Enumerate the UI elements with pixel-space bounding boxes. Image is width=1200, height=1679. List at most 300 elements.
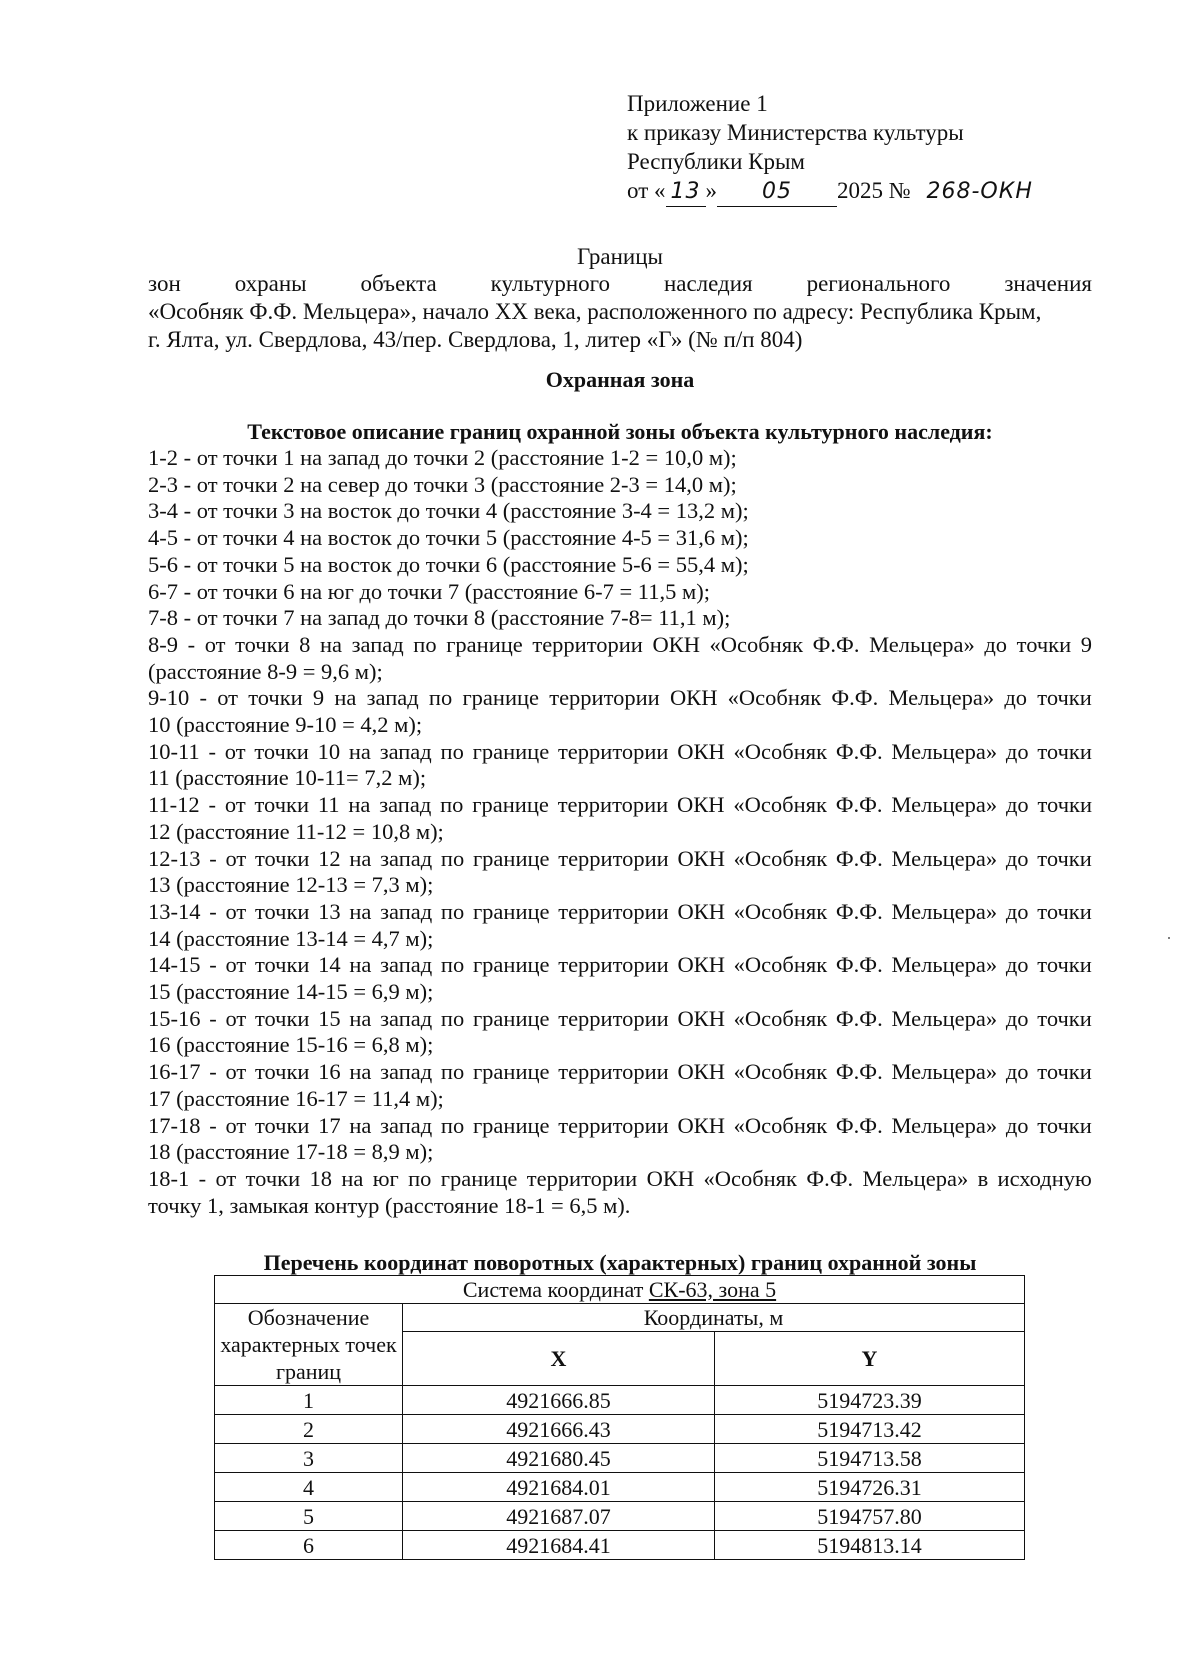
description-word: «Особняк: [733, 952, 828, 978]
description-word: «Особняк: [703, 1165, 797, 1191]
description-word: точки: [1037, 685, 1092, 711]
description-word: точки: [1037, 898, 1092, 924]
description-word: точки: [254, 1059, 310, 1085]
description-word: Ф.Ф.: [835, 1005, 883, 1031]
description-word: от: [225, 1112, 247, 1138]
description-word: -: [209, 1005, 217, 1031]
description-text: 17 (расстояние 16-17 = 11,4 м);: [148, 1085, 444, 1111]
x-header: X: [403, 1332, 715, 1386]
description-text: 4-5 - от точки 4 на восток до точки 5 (расстояние 4-5 = 31,6 м);: [148, 525, 749, 551]
title-word: зон: [148, 271, 181, 296]
description-word: точки: [254, 738, 309, 764]
description-word: 11-12: [148, 792, 200, 818]
title-word: значения: [1004, 271, 1092, 296]
description-line: [148, 792, 1092, 819]
description-word: «Особняк: [733, 1059, 828, 1085]
appendix-line-1: Приложение 1: [627, 91, 768, 116]
description-word: точки: [1037, 1005, 1092, 1031]
description-word: точки: [1037, 792, 1092, 818]
description-word: «Особняк: [733, 898, 828, 924]
description-word: Ф.Ф.: [835, 898, 883, 924]
cell-point: 4: [215, 1473, 403, 1502]
description-word: от: [217, 685, 238, 711]
description-word: -: [209, 1059, 217, 1085]
description-word: точки: [254, 898, 310, 924]
description-word: Мельцера»: [869, 631, 975, 657]
description-word: Мельцера»: [891, 1059, 998, 1085]
description-word: 18: [309, 1165, 332, 1191]
description-word: Ф.Ф.: [835, 1112, 883, 1138]
description-word: на: [349, 952, 372, 978]
description-word: ОКН: [677, 845, 725, 871]
description-word: границе: [472, 898, 550, 924]
description-line: [148, 952, 1092, 979]
description-word: на: [348, 738, 371, 764]
description-word: от: [225, 1059, 247, 1085]
description-word: точки: [254, 792, 309, 818]
description-item: [148, 1059, 1092, 1112]
description-line: [148, 1113, 1092, 1140]
description-word: «Особняк: [733, 1005, 828, 1031]
table-row: [215, 1386, 1025, 1415]
description-word: ОКН: [669, 685, 718, 711]
description-line: [148, 552, 1092, 579]
cell-point: 6: [215, 1531, 403, 1560]
description-item: [148, 792, 1092, 845]
description-item: [148, 846, 1092, 899]
description-item: [148, 899, 1092, 952]
description-word: границе: [472, 1059, 550, 1085]
description-word: ОКН: [677, 1112, 725, 1138]
description-word: границе: [440, 1165, 518, 1191]
date-day-handwritten: 13: [666, 180, 706, 207]
table-row: [215, 1531, 1025, 1560]
description-word: ОКН: [677, 898, 725, 924]
title-line-1: [148, 270, 1092, 298]
description-word: -: [209, 952, 217, 978]
coordinate-system-name: СК-63, зона 5: [648, 1276, 777, 1302]
description-word: точки: [1037, 952, 1092, 978]
description-word: границе: [472, 738, 550, 764]
description-word: 16-17: [148, 1059, 201, 1085]
cell-y: 5194757.80: [715, 1502, 1025, 1531]
description-word: 8: [299, 631, 311, 657]
table-row: [215, 1473, 1025, 1502]
description-item: [148, 632, 1092, 685]
description-word: территории: [532, 631, 643, 657]
description-word: -: [209, 1112, 217, 1138]
coordinate-rows: [215, 1386, 1025, 1560]
title-line-2: «Особняк Ф.Ф. Мельцера», начало XX века, расположенного по адресу: Республика Крым,: [148, 299, 1042, 324]
description-line: [148, 1193, 1092, 1220]
description-line: [148, 926, 1092, 953]
title-line-3: г. Ялта, ул. Свердлова, 43/пер. Свердлова, 1, литер «Г» (№ п/п 804): [148, 327, 803, 352]
description-word: от: [225, 952, 247, 978]
description-word: по: [440, 738, 464, 764]
appendix-date-line: [627, 176, 1087, 207]
table-row: [215, 1502, 1025, 1531]
description-word: Мельцера»: [888, 685, 995, 711]
description-word: границе: [472, 845, 550, 871]
description-word: от: [225, 1005, 247, 1031]
description-word: территории: [558, 898, 669, 924]
cell-x: 4921666.85: [403, 1386, 715, 1415]
description-line: [148, 979, 1092, 1006]
cell-x: 4921666.43: [403, 1415, 715, 1444]
description-word: -: [199, 685, 207, 711]
description-word: точки: [1037, 845, 1092, 871]
description-word: границе: [472, 1005, 550, 1031]
description-line: [148, 1032, 1092, 1059]
description-text: 2-3 - от точки 2 на север до точки 3 (расстояние 2-3 = 14,0 м);: [148, 471, 737, 497]
description-word: территории: [558, 845, 669, 871]
description-text: точку 1, замыкая контур (расстояние 18-1 = 6,5 м).: [148, 1192, 631, 1218]
description-text: 15 (расстояние 14-15 = 6,9 м);: [148, 979, 434, 1005]
table-title: Перечень координат поворотных (характерных) границ охранной зоны: [263, 1250, 977, 1275]
description-word: ОКН: [677, 738, 725, 764]
cell-y: 5194723.39: [715, 1386, 1025, 1415]
description-list: [148, 445, 1092, 1219]
description-word: запад: [380, 845, 433, 871]
description-word: исходную: [997, 1165, 1092, 1191]
description-word: до: [1005, 1112, 1029, 1138]
description-word: на: [341, 1165, 364, 1191]
appendix-header: [627, 89, 1087, 207]
description-word: 11: [317, 792, 340, 818]
cell-x: 4921680.45: [403, 1444, 715, 1473]
cell-y: 5194813.14: [715, 1531, 1025, 1560]
description-title: Текстовое описание границ охранной зоны объекта культурного наследия:: [247, 419, 993, 444]
description-word: 16: [318, 1059, 341, 1085]
title-word: охраны: [234, 271, 307, 296]
coordinates-header: Координаты, м: [403, 1304, 1025, 1332]
description-line: [148, 739, 1092, 766]
description-word: границе: [462, 685, 540, 711]
description-word: до: [1005, 1059, 1029, 1085]
description-word: 14-15: [148, 952, 201, 978]
description-text: (расстояние 8-9 = 9,6 м);: [148, 658, 383, 684]
description-text: 12 (расстояние 11-12 = 10,8 м);: [148, 818, 444, 844]
description-word: Мельцера»: [891, 845, 998, 871]
description-word: Ф.Ф.: [835, 1059, 883, 1085]
cell-point: 5: [215, 1502, 403, 1531]
description-item: [148, 1113, 1092, 1166]
document-title: [148, 270, 1092, 354]
description-word: «Особняк: [727, 685, 822, 711]
description-word: границе: [472, 952, 550, 978]
description-item: [148, 579, 1092, 606]
description-word: запад: [380, 1005, 433, 1031]
description-word: границе: [472, 1112, 550, 1138]
description-text: 14 (расстояние 13-14 = 4,7 м);: [148, 925, 434, 951]
coordinate-system-row: [215, 1276, 1025, 1304]
description-word: 10: [317, 738, 341, 764]
description-word: 15: [318, 1005, 341, 1031]
description-word: до: [1005, 952, 1029, 978]
description-item: [148, 552, 1092, 579]
description-line: [148, 1059, 1092, 1086]
description-item: [148, 498, 1092, 525]
description-word: по: [440, 845, 465, 871]
description-word: «Особняк: [733, 845, 828, 871]
description-text: 13 (расстояние 12-13 = 7,3 м);: [148, 872, 434, 898]
order-number-handwritten: 268-ОКН: [926, 179, 1033, 204]
description-item: [148, 685, 1092, 738]
table-row: [215, 1444, 1025, 1473]
description-word: на: [349, 898, 372, 924]
description-word: до: [1004, 685, 1028, 711]
description-word: по: [440, 898, 465, 924]
description-word: границе: [446, 631, 523, 657]
description-word: запад: [379, 792, 432, 818]
description-word: точки: [254, 1005, 310, 1031]
description-word: 12-13: [148, 845, 201, 871]
description-word: Мельцера»: [891, 792, 998, 818]
description-line: [148, 525, 1092, 552]
cell-y: 5194726.31: [715, 1473, 1025, 1502]
coordinate-system-prefix: Система координат: [462, 1276, 649, 1302]
description-word: на: [334, 685, 357, 711]
description-word: на: [348, 792, 371, 818]
point-designation-header: Обозначение характерных точек границ: [215, 1304, 403, 1386]
description-line: [148, 659, 1092, 686]
description-word: от: [224, 738, 246, 764]
coordinate-system-cell: [215, 1276, 1025, 1304]
description-word: «Особняк: [733, 792, 827, 818]
description-word: Мельцера»: [891, 1005, 998, 1031]
description-word: точки: [1037, 1059, 1092, 1085]
description-word: точки: [1037, 738, 1092, 764]
description-word: ОКН: [677, 1059, 725, 1085]
cell-point: 2: [215, 1415, 403, 1444]
description-line: [148, 498, 1092, 525]
description-word: Ф.Ф.: [835, 845, 883, 871]
description-line: [148, 712, 1092, 739]
description-word: ОКН: [677, 1005, 725, 1031]
description-word: точки: [235, 631, 290, 657]
description-word: ОКН: [677, 792, 725, 818]
description-word: запад: [380, 1059, 433, 1085]
description-word: по: [440, 1005, 465, 1031]
description-word: 9: [312, 685, 325, 711]
description-word: запад: [380, 898, 433, 924]
description-word: Ф.Ф.: [835, 952, 883, 978]
description-item: [148, 525, 1092, 552]
description-line: [148, 685, 1092, 712]
description-word: Мельцера»: [891, 898, 998, 924]
description-line: [148, 1139, 1092, 1166]
description-word: на: [320, 631, 343, 657]
description-word: на: [349, 1112, 372, 1138]
description-word: ОКН: [646, 1165, 695, 1191]
description-line: [148, 1086, 1092, 1113]
description-line: [148, 579, 1092, 606]
description-line: [148, 632, 1092, 659]
cell-x: 4921687.07: [403, 1502, 715, 1531]
description-word: по: [440, 1059, 465, 1085]
coordinates-table: [214, 1275, 1025, 1560]
description-word: точки: [248, 685, 303, 711]
description-word: Мельцера»: [862, 1165, 969, 1191]
description-word: от: [215, 1165, 237, 1191]
description-text: 10 (расстояние 9-10 = 4,2 м);: [148, 712, 423, 738]
header-row: [215, 1304, 1025, 1332]
description-word: «Особняк: [709, 631, 804, 657]
description-word: 10-11: [148, 738, 200, 764]
description-word: на: [349, 845, 372, 871]
description-word: точки: [254, 1112, 310, 1138]
description-word: территории: [549, 685, 660, 711]
description-word: Ф.Ф.: [835, 792, 883, 818]
description-word: до: [1005, 845, 1029, 871]
description-item: [148, 1166, 1092, 1219]
description-text: 3-4 - от точки 3 на восток до точки 4 (расстояние 3-4 = 13,2 м);: [148, 498, 749, 524]
description-word: 17: [318, 1112, 341, 1138]
description-word: 8-9: [148, 631, 178, 657]
description-word: Мельцера»: [891, 738, 998, 764]
description-word: запад: [379, 738, 432, 764]
description-word: 9-10: [148, 685, 190, 711]
description-item: [148, 472, 1092, 499]
appendix-line-2: к приказу Министерства культуры: [627, 120, 964, 145]
description-line: [148, 605, 1092, 632]
description-word: 9: [1080, 631, 1092, 657]
description-word: по: [440, 952, 465, 978]
description-word: 15-16: [148, 1005, 201, 1031]
cell-x: 4921684.41: [403, 1531, 715, 1560]
description-word: точки: [1037, 1112, 1092, 1138]
description-word: юг: [372, 1165, 399, 1191]
description-word: территории: [557, 792, 669, 818]
description-word: 18-1: [148, 1165, 190, 1191]
description-word: от: [225, 845, 247, 871]
title-word: регионального: [806, 271, 951, 296]
description-word: границе: [472, 792, 549, 818]
description-word: от: [224, 792, 246, 818]
description-word: на: [349, 1005, 372, 1031]
description-word: запад: [351, 631, 404, 657]
description-word: -: [208, 792, 217, 818]
description-word: точки: [254, 952, 310, 978]
description-word: «Особняк: [733, 1112, 828, 1138]
description-line: [148, 899, 1092, 926]
description-word: территории: [526, 1165, 638, 1191]
description-item: [148, 739, 1092, 792]
title-word: культурного: [490, 271, 610, 296]
description-word: 12: [318, 845, 341, 871]
description-word: запад: [380, 952, 433, 978]
description-line: [148, 846, 1092, 873]
cell-x: 4921684.01: [403, 1473, 715, 1502]
description-word: -: [209, 898, 217, 924]
description-word: «Особняк: [733, 738, 828, 764]
description-word: -: [187, 631, 196, 657]
cell-point: 3: [215, 1444, 403, 1473]
description-word: точки: [245, 1165, 301, 1191]
description-word: точки: [1016, 631, 1072, 657]
cell-y: 5194713.42: [715, 1415, 1025, 1444]
description-word: по: [408, 1165, 432, 1191]
description-word: ОКН: [652, 631, 700, 657]
description-item: [148, 952, 1092, 1005]
description-word: территории: [558, 952, 669, 978]
appendix-line-3: Республики Крым: [627, 149, 805, 174]
description-text: 7-8 - от точки 7 на запад до точки 8 (расстояние 7-8= 11,1 м);: [148, 605, 731, 631]
title-word: объекта: [360, 271, 437, 296]
description-item: [148, 1006, 1092, 1059]
description-word: в: [977, 1165, 989, 1191]
description-text: 5-6 - от точки 5 на восток до точки 6 (расстояние 5-6 = 55,4 м);: [148, 551, 749, 577]
description-line: [148, 1166, 1092, 1193]
description-word: -: [208, 738, 216, 764]
y-header: Y: [715, 1332, 1025, 1386]
description-word: территории: [558, 1112, 669, 1138]
description-word: от: [225, 898, 247, 924]
description-line: [148, 872, 1092, 899]
date-prefix: от «: [627, 178, 666, 203]
description-word: 13-14: [148, 898, 201, 924]
description-text: 6-7 - от точки 6 на юг до точки 7 (расстояние 6-7 = 11,5 м);: [148, 578, 710, 604]
description-word: 13: [318, 898, 341, 924]
description-word: до: [1005, 738, 1029, 764]
description-word: Мельцера»: [891, 1112, 998, 1138]
description-line: [148, 819, 1092, 846]
description-word: Ф.Ф.: [835, 738, 883, 764]
description-item: [148, 605, 1092, 632]
description-word: Ф.Ф.: [806, 1165, 854, 1191]
description-word: Мельцера»: [891, 952, 998, 978]
description-text: 11 (расстояние 10-11= 7,2 м);: [148, 765, 427, 791]
cell-y: 5194713.58: [715, 1444, 1025, 1473]
description-word: точки: [254, 845, 310, 871]
date-month-handwritten: 05: [717, 180, 837, 207]
description-word: запад: [380, 1112, 433, 1138]
description-line: [148, 1006, 1092, 1033]
description-word: до: [1005, 1005, 1029, 1031]
description-line: [148, 765, 1092, 792]
description-word: по: [440, 792, 464, 818]
zone-title: Охранная зона: [545, 367, 695, 392]
table-row: [215, 1415, 1025, 1444]
date-mid: »: [705, 178, 717, 203]
description-word: Ф.Ф.: [831, 685, 879, 711]
description-word: территории: [558, 1005, 669, 1031]
description-word: по: [413, 631, 437, 657]
description-word: до: [984, 631, 1008, 657]
description-word: территории: [558, 1059, 669, 1085]
cell-point: 1: [215, 1386, 403, 1415]
description-word: -: [209, 845, 217, 871]
description-word: Ф.Ф.: [812, 631, 860, 657]
description-line: [148, 445, 1092, 472]
description-text: 18 (расстояние 17-18 = 8,9 м);: [148, 1139, 434, 1165]
scan-speck: [1168, 937, 1170, 939]
date-year: 2025 №: [837, 178, 911, 203]
description-word: по: [428, 685, 453, 711]
description-word: на: [349, 1059, 372, 1085]
description-item: [148, 445, 1092, 472]
description-word: территории: [557, 738, 669, 764]
description-word: ОКН: [677, 952, 725, 978]
description-word: по: [440, 1112, 465, 1138]
description-word: до: [1005, 898, 1029, 924]
description-word: 14: [318, 952, 341, 978]
description-line: [148, 472, 1092, 499]
description-word: запад: [366, 685, 419, 711]
document-heading: Границы: [577, 244, 663, 269]
description-text: 16 (расстояние 15-16 = 6,8 м);: [148, 1032, 434, 1058]
description-word: -: [198, 1165, 207, 1191]
